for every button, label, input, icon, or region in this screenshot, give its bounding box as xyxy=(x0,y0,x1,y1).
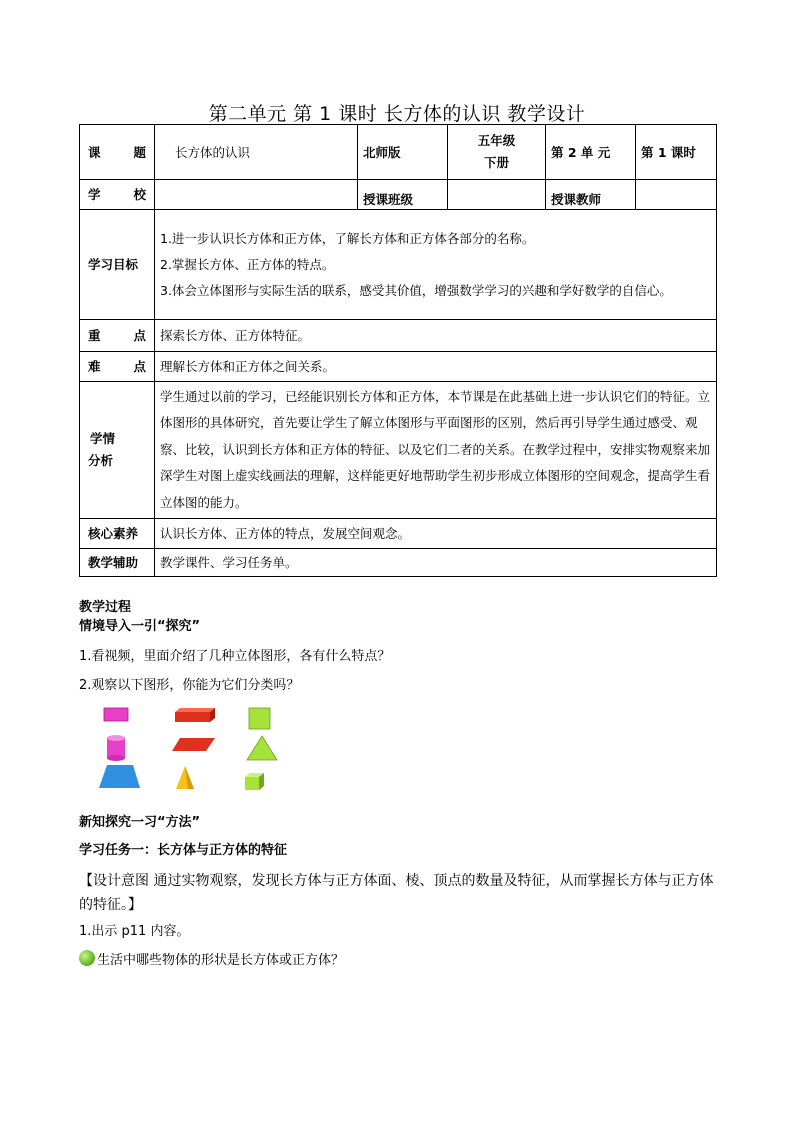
goal-item: 3.体会立体图形与实际生活的联系，感受其价值，增强数学学习的兴趣和学好数学的自信心。 xyxy=(160,282,672,298)
question-1: 1.看视频，里面介绍了几种立体图形，各有什么特点？ xyxy=(79,649,391,664)
question-2: 2.观察以下图形，你能为它们分类吗？ xyxy=(79,678,300,693)
green-ball-icon xyxy=(79,950,95,966)
red-parallelogram-shape xyxy=(172,738,215,751)
table-row xyxy=(80,382,717,519)
volume-text: 下册 xyxy=(483,155,509,170)
goal-item: 2.掌握长方体、正方体的特点。 xyxy=(160,256,335,272)
table-row xyxy=(80,352,717,382)
unit-cell: 第 2 单 元 xyxy=(546,125,636,180)
lesson-info-table xyxy=(79,124,717,577)
goals-label: 学习目标 xyxy=(80,210,155,320)
yellow-cone-shape xyxy=(176,766,194,789)
topic-label: 课 题 xyxy=(80,125,155,180)
key-point-value: 探索长方体、正方体特征。 xyxy=(155,320,717,352)
grade-text: 五年级 xyxy=(477,133,516,148)
red-cuboid-shape xyxy=(175,708,215,722)
analysis-label: 学情 分析 xyxy=(80,382,155,519)
table-row xyxy=(80,180,717,210)
table-row xyxy=(80,320,717,352)
class-value xyxy=(448,180,546,210)
publisher-cell: 北师版 xyxy=(358,125,448,180)
page-title: 第二单元 第 1 课时 长方体的认识 教学设计 xyxy=(208,103,586,125)
goals-cell xyxy=(155,210,717,320)
teacher-value xyxy=(636,180,717,210)
task-1-heading: 学习任务一：长方体与正方体的特征 xyxy=(79,843,288,858)
intro-heading: 情境导入一引“探究” xyxy=(79,619,201,634)
school-value xyxy=(155,180,358,210)
topic-value: 长方体的认识 xyxy=(155,125,358,180)
green-triangle-shape xyxy=(247,736,277,760)
grade-cell xyxy=(448,125,546,180)
green-square-shape xyxy=(249,708,270,729)
explore-heading: 新知探究一习“方法” xyxy=(79,815,201,830)
aids-value: 教学课件、学习任务单。 xyxy=(155,549,717,577)
aids-label: 教学辅助 xyxy=(80,549,155,577)
table-row xyxy=(80,519,717,549)
difficulty-value: 理解长方体和正方体之间关系。 xyxy=(155,352,717,382)
literacy-value: 认识长方体、正方体的特点，发展空间观念。 xyxy=(155,519,717,549)
pink-cylinder-shape xyxy=(107,735,125,761)
life-question-line xyxy=(79,946,719,975)
class-label: 授课班级 xyxy=(358,180,448,210)
literacy-label: 核心素养 xyxy=(80,519,155,549)
blue-trapezoid-shape xyxy=(99,765,140,788)
design-note: 【设计意图 通过实物观察，发现长方体与正方体面、棱、顶点的数量及特征，从而掌握长方体与正方体的特征。】 xyxy=(79,873,714,913)
step-1: 1.出示 p11 内容。 xyxy=(79,924,190,939)
goal-item: 1.进一步认识长方体和正方体，了解长方体和正方体各部分的名称。 xyxy=(160,230,535,246)
table-row xyxy=(80,549,717,577)
green-cube-shape xyxy=(245,773,264,790)
school-label: 学 校 xyxy=(80,180,155,210)
lesson-cell: 第 1 课时 xyxy=(636,125,717,180)
process-heading: 教学过程 xyxy=(79,600,132,615)
table-row xyxy=(80,125,717,180)
shapes-figure xyxy=(90,700,290,795)
table-row xyxy=(80,210,717,320)
difficulty-label: 难 点 xyxy=(80,352,155,382)
life-question: 生活中哪些物体的形状是长方体或正方体？ xyxy=(97,953,345,968)
key-point-label: 重 点 xyxy=(80,320,155,352)
teacher-label: 授课教师 xyxy=(546,180,636,210)
pink-rectangle-shape xyxy=(104,708,128,721)
analysis-value: 学生通过以前的学习，已经能识别长方体和正方体，本节课是在此基础上进一步认识它们的特征。立体图形的具体研究，首先要让学生了解立体图形与平面图形的区别，然后再引导学生通过感受、观察、比较，认识到长方体和正方体的特征、以及它们二者的关系。在教学过程中，安排实物观察来加深学生对图上虚实线画法的理解，这样能更好地帮助学生初步形成立体图形的空间观念，提高学生看立体图的能力。 xyxy=(155,382,717,519)
